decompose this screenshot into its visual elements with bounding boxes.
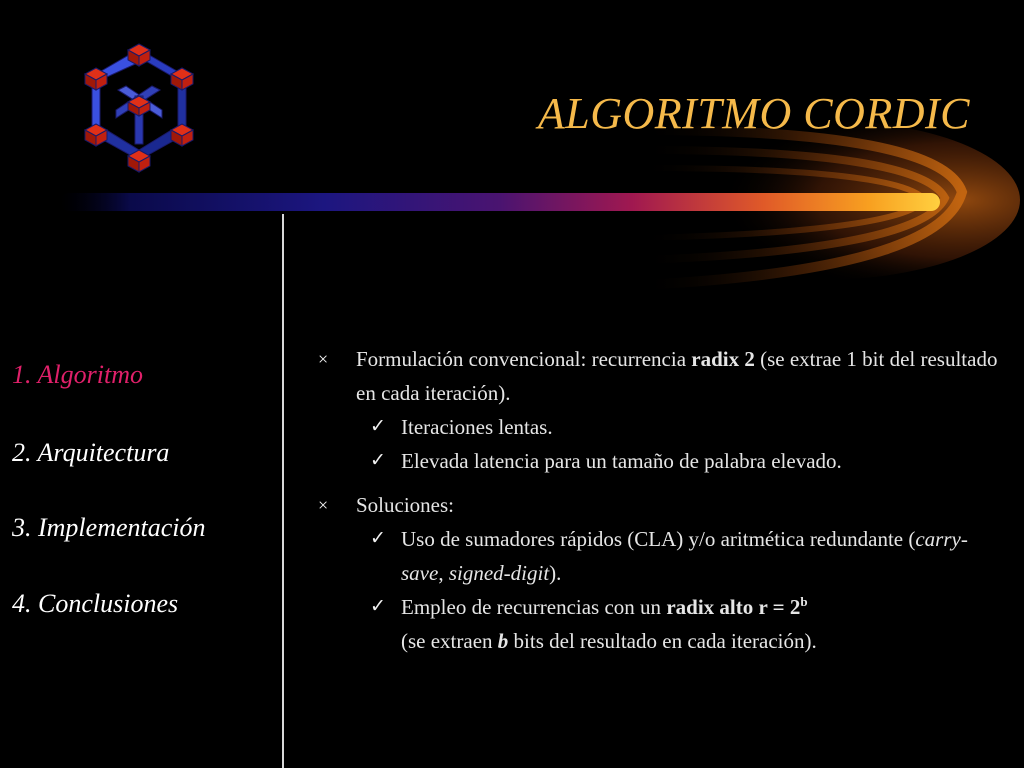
sub-bullet-iteraciones xyxy=(318,410,1008,444)
sub-bullet-text: (se extraen xyxy=(401,629,498,653)
sub-bullet-recurrencias xyxy=(318,590,1008,658)
x-bullet-icon: × xyxy=(318,349,329,369)
sidebar-divider xyxy=(282,214,284,768)
x-bullet-icon: × xyxy=(318,495,329,515)
nav-item-algoritmo[interactable]: 1. Algoritmo xyxy=(12,360,143,389)
bullet-text: Formulación convencional: recurrencia xyxy=(356,347,692,371)
italic-term: signed-digit xyxy=(448,561,550,585)
bullet-bold-text: radix alto r = 2 xyxy=(666,595,801,619)
check-icon: ✓ xyxy=(370,528,386,549)
superscript: b xyxy=(800,594,808,609)
nav-item-arquitectura[interactable]: 2. Arquitectura xyxy=(12,438,170,467)
sub-bullet-sumadores xyxy=(318,522,1008,590)
check-icon: ✓ xyxy=(370,416,386,437)
bullet-text: (se extrae 1 bit del resultado en cada iteración). xyxy=(356,347,998,405)
sub-bullet-text: ). xyxy=(549,561,562,585)
sub-bullet-text: Empleo de recurrencias con un xyxy=(401,595,667,619)
check-icon: ✓ xyxy=(370,450,386,471)
slide-body xyxy=(318,342,1008,658)
sub-bullet-text: Elevada latencia para un tamaño de palabra elevado. xyxy=(401,449,842,473)
separator: , xyxy=(438,561,449,585)
sub-bullet-text: bits del resultado en cada iteración). xyxy=(508,629,817,653)
slide-title: ALGORITMO CORDIC xyxy=(537,89,970,138)
italic-term: carry-save xyxy=(401,527,968,585)
check-icon: ✓ xyxy=(370,596,386,617)
nav-item-implementacion[interactable]: 3. Implementación xyxy=(12,513,206,542)
bullet-text: Soluciones: xyxy=(356,493,454,517)
bold-italic-term: b xyxy=(497,629,509,653)
sub-bullet-latencia xyxy=(318,444,1008,478)
bullet-formulacion xyxy=(318,342,1008,410)
bullet-soluciones xyxy=(318,488,1008,522)
sub-bullet-text: Iteraciones lentas. xyxy=(401,415,553,439)
sub-bullet-text: Uso de sumadores rápidos (CLA) y/o aritmética redundante ( xyxy=(401,527,916,551)
nav-item-conclusiones[interactable]: 4. Conclusiones xyxy=(12,589,179,618)
bullet-bold-text: radix 2 xyxy=(691,347,755,371)
impossible-cube-logo xyxy=(78,40,200,176)
